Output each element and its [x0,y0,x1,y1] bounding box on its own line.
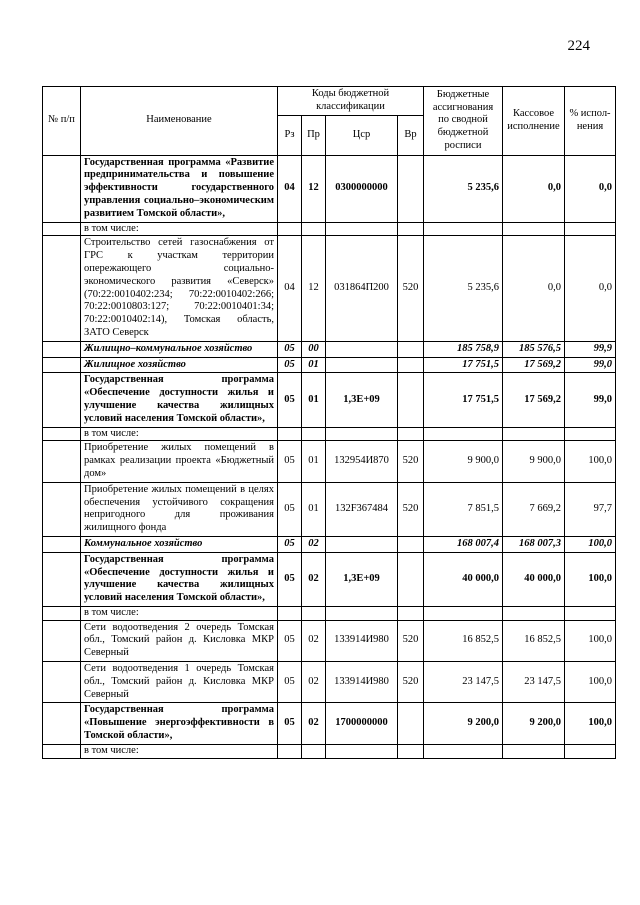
cell-num [43,441,81,482]
page-number: 224 [567,38,590,54]
cell-num [43,744,81,758]
cell-cash: 185 576,5 [503,341,565,357]
cell-num [43,703,81,744]
table-row [43,341,616,357]
cell-cash: 168 007,3 [503,536,565,552]
cell-pr: 12 [302,236,326,341]
cell-assigned: 17 751,5 [424,373,503,427]
cell-cash [503,744,565,758]
cell-rz [278,744,302,758]
cell-rz: 05 [278,536,302,552]
cell-assigned: 7 851,5 [424,482,503,536]
cell-pr: 02 [302,662,326,703]
cell-num [43,606,81,620]
cell-rz: 05 [278,341,302,357]
table-row [43,222,616,236]
cell-vr [398,341,424,357]
table-row [43,236,616,341]
cell-pr: 02 [302,536,326,552]
cell-pr: 00 [302,341,326,357]
cell-rz: 05 [278,482,302,536]
cell-percent: 100,0 [565,552,616,606]
cell-name: Приобретение жилых помещений в целях обеспечения устойчивого сокращения непригодного для проживания жилищного фонда [81,482,278,536]
cell-num [43,536,81,552]
cell-cer [326,606,398,620]
cell-vr [398,552,424,606]
cell-percent: 100,0 [565,703,616,744]
cell-assigned: 9 200,0 [424,703,503,744]
cell-name: Государственная программа «Обеспечение доступности жилья и улучшение качества жилищных условий населения Томской области», [81,373,278,427]
cell-assigned: 5 235,6 [424,155,503,222]
cell-name: в том числе: [81,222,278,236]
cell-vr [398,703,424,744]
cell-num [43,620,81,661]
header-assigned: Бюджетные ассигнования по сводной бюджетной росписи [424,87,503,156]
header-vr: Вр [398,115,424,155]
cell-name: Сети водоотведения 1 очередь Томская обл., Томский район д. Кисловка МКР Северный [81,662,278,703]
cell-num [43,155,81,222]
cell-pr: 02 [302,703,326,744]
cell-assigned: 5 235,6 [424,236,503,341]
table-row [43,703,616,744]
cell-pr: 01 [302,441,326,482]
header-name: Наименование [81,87,278,156]
cell-assigned: 185 758,9 [424,341,503,357]
cell-cash: 23 147,5 [503,662,565,703]
cell-vr: 520 [398,441,424,482]
cell-assigned: 16 852,5 [424,620,503,661]
cell-percent: 0,0 [565,236,616,341]
cell-name: Жилищное хозяйство [81,357,278,373]
cell-cer: 133914И980 [326,620,398,661]
table-header [43,87,616,156]
table-row [43,744,616,758]
cell-cer: 1700000000 [326,703,398,744]
cell-cash: 9 200,0 [503,703,565,744]
cell-name: Сети водоотведения 2 очередь Томская обл., Томский район д. Кисловка МКР Северный [81,620,278,661]
cell-assigned: 168 007,4 [424,536,503,552]
budget-table [42,86,616,759]
cell-assigned [424,606,503,620]
header-num: № п/п [43,87,81,156]
cell-num [43,236,81,341]
cell-vr [398,222,424,236]
cell-vr: 520 [398,620,424,661]
cell-cer [326,744,398,758]
cell-rz: 05 [278,620,302,661]
table-row [43,662,616,703]
cell-cer [326,357,398,373]
cell-vr: 520 [398,482,424,536]
cell-num [43,341,81,357]
cell-cash [503,427,565,441]
cell-cer [326,341,398,357]
cell-rz: 05 [278,662,302,703]
cell-percent: 0,0 [565,155,616,222]
cell-name: Государственная программа «Развитие предпринимательства и повышение эффективности государственного управления социально–экономическим развитием Томской области», [81,155,278,222]
cell-percent [565,606,616,620]
cell-assigned [424,427,503,441]
cell-percent [565,744,616,758]
cell-rz: 05 [278,357,302,373]
header-codes: Коды бюджетной классификации [278,87,424,116]
cell-rz [278,427,302,441]
cell-cash [503,606,565,620]
cell-rz: 04 [278,155,302,222]
cell-cer: 133914И980 [326,662,398,703]
cell-assigned: 17 751,5 [424,357,503,373]
cell-cash: 0,0 [503,155,565,222]
cell-vr [398,155,424,222]
cell-vr [398,373,424,427]
cell-assigned: 23 147,5 [424,662,503,703]
cell-pr: 12 [302,155,326,222]
cell-pr [302,744,326,758]
cell-assigned: 9 900,0 [424,441,503,482]
cell-cer [326,222,398,236]
cell-num [43,427,81,441]
cell-pr: 02 [302,552,326,606]
header-percent: % испол-нения [565,87,616,156]
cell-pr [302,606,326,620]
cell-percent: 97,7 [565,482,616,536]
cell-num [43,552,81,606]
cell-cer: 1,3E+09 [326,552,398,606]
cell-name: Жилищно–коммунальное хозяйство [81,341,278,357]
cell-name: Государственная программа «Повышение энергоэффективности в Томской области», [81,703,278,744]
table-body [43,155,616,758]
cell-cash: 7 669,2 [503,482,565,536]
table-row [43,606,616,620]
cell-cash: 17 569,2 [503,373,565,427]
cell-pr [302,222,326,236]
cell-num [43,662,81,703]
cell-vr: 520 [398,662,424,703]
table-row [43,482,616,536]
cell-percent [565,222,616,236]
cell-cer: 1,3E+09 [326,373,398,427]
cell-cash: 40 000,0 [503,552,565,606]
cell-percent [565,427,616,441]
cell-cash: 9 900,0 [503,441,565,482]
cell-rz: 05 [278,552,302,606]
cell-name: Приобретение жилых помещений в рамках реализации проекта «Бюджетный дом» [81,441,278,482]
cell-vr [398,536,424,552]
cell-percent: 100,0 [565,441,616,482]
cell-percent: 99,9 [565,341,616,357]
cell-vr [398,744,424,758]
cell-assigned [424,744,503,758]
table-row [43,155,616,222]
cell-percent: 100,0 [565,620,616,661]
cell-cash: 16 852,5 [503,620,565,661]
cell-pr: 01 [302,357,326,373]
cell-cer: 132954И870 [326,441,398,482]
cell-num [43,222,81,236]
cell-name: Строительство сетей газоснабжения от ГРС к участкам территории опережающего социально-экономического развития «Северск» (70:22:0010402:234; 70:22:0010402:266; 70:22:0010803:127; 70:22:0010401:34; 70:22:0010402:14), Томская область, ЗАТО Северск [81,236,278,341]
table-row [43,427,616,441]
cell-rz: 05 [278,703,302,744]
cell-percent: 99,0 [565,357,616,373]
cell-rz: 04 [278,236,302,341]
cell-vr: 520 [398,236,424,341]
cell-cash: 17 569,2 [503,357,565,373]
cell-percent: 100,0 [565,662,616,703]
header-cash: Кассовое исполнение [503,87,565,156]
cell-cer: 031864П200 [326,236,398,341]
cell-percent: 99,0 [565,373,616,427]
cell-cash: 0,0 [503,236,565,341]
header-cer: Цср [326,115,398,155]
header-rz: Рз [278,115,302,155]
cell-rz: 05 [278,373,302,427]
cell-num [43,357,81,373]
cell-pr: 02 [302,620,326,661]
cell-pr [302,427,326,441]
cell-assigned: 40 000,0 [424,552,503,606]
cell-name: Государственная программа «Обеспечение доступности жилья и улучшение качества жилищных условий населения Томской области», [81,552,278,606]
cell-name: в том числе: [81,744,278,758]
header-pr: Пр [302,115,326,155]
cell-vr [398,357,424,373]
cell-percent: 100,0 [565,536,616,552]
table-row [43,536,616,552]
table-row [43,552,616,606]
cell-vr [398,427,424,441]
table-row [43,620,616,661]
cell-rz [278,606,302,620]
cell-cer: 0300000000 [326,155,398,222]
cell-name: Коммунальное хозяйство [81,536,278,552]
table-row [43,373,616,427]
cell-pr: 01 [302,373,326,427]
cell-num [43,373,81,427]
cell-num [43,482,81,536]
table-row [43,357,616,373]
cell-cer: 132F367484 [326,482,398,536]
cell-assigned [424,222,503,236]
cell-cash [503,222,565,236]
table-row [43,441,616,482]
cell-rz: 05 [278,441,302,482]
cell-cer [326,427,398,441]
cell-rz [278,222,302,236]
cell-pr: 01 [302,482,326,536]
cell-name: в том числе: [81,427,278,441]
cell-vr [398,606,424,620]
cell-cer [326,536,398,552]
cell-name: в том числе: [81,606,278,620]
